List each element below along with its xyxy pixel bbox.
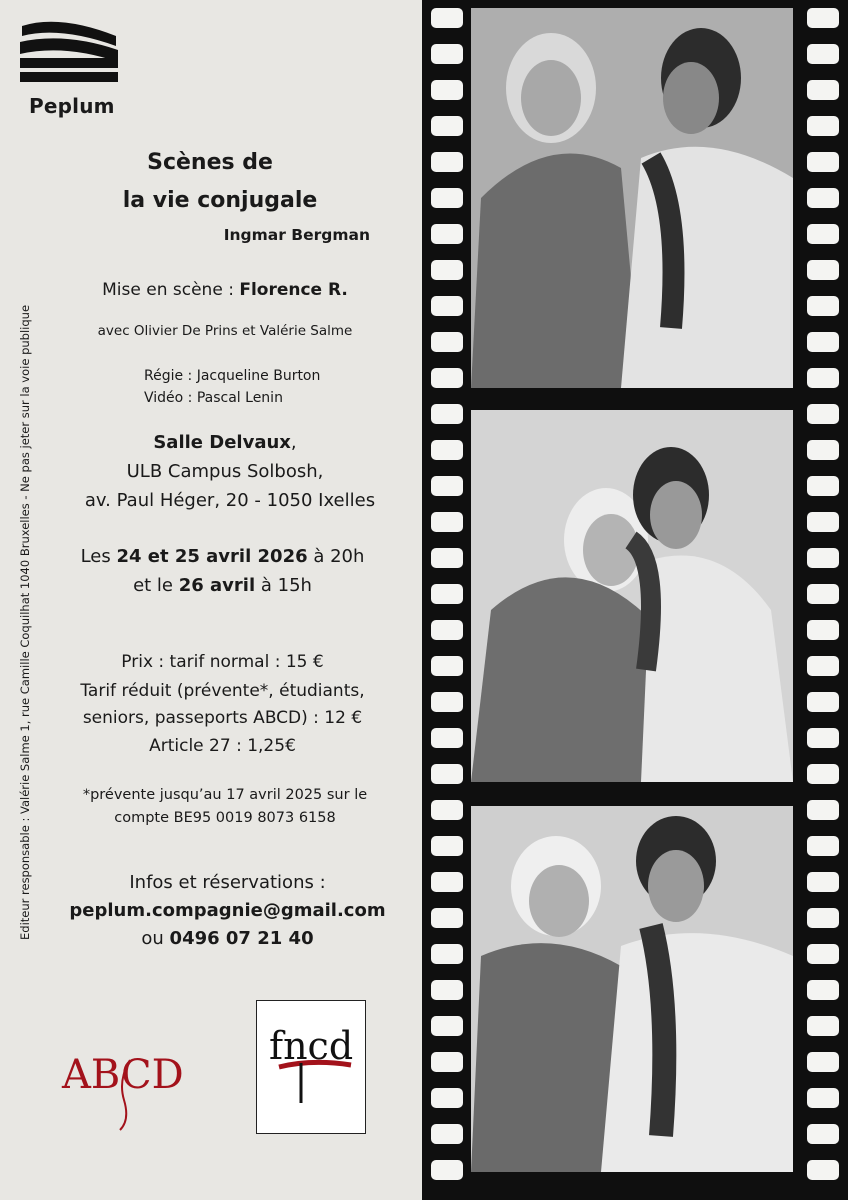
presale-note-line-1: *prévente jusqu’au 17 avril 2025 sur le (82, 787, 368, 803)
film-perforation (431, 1088, 463, 1108)
film-perforation (807, 8, 839, 28)
price-line-2: Tarif réduit (prévente*, étudiants, (80, 681, 365, 701)
film-perforation (431, 764, 463, 784)
film-perforation (431, 188, 463, 208)
photo-frame-2 (471, 410, 793, 782)
film-perforation (807, 1052, 839, 1072)
film-perforation (431, 800, 463, 820)
price-line-1: Prix : tarif normal : 15 € (121, 652, 324, 672)
film-perforation (807, 764, 839, 784)
author: Ingmar Bergman (223, 226, 370, 244)
abcd-logo (60, 1040, 202, 1132)
film-perforation (807, 116, 839, 136)
film-perforation (807, 152, 839, 172)
director-label: Mise en scène : (102, 280, 240, 300)
film-perforation (431, 1160, 463, 1180)
film-perforation (807, 260, 839, 280)
film-perforation (431, 332, 463, 352)
film-perforation (431, 584, 463, 604)
colosseum-logo-icon (20, 20, 118, 86)
film-perforation (431, 80, 463, 100)
film-perforation (431, 404, 463, 424)
film-perforation (431, 512, 463, 532)
film-perforation (807, 872, 839, 892)
dates-1-bold: 24 et 25 avril 2026 (116, 546, 308, 567)
video-line: Vidéo : Pascal Lenin (144, 390, 283, 406)
film-perforation (807, 656, 839, 676)
title-line-2: la vie conjugale (122, 188, 318, 213)
film-perforation (431, 8, 463, 28)
film-perforation (807, 332, 839, 352)
film-perforation (431, 296, 463, 316)
film-perforation (431, 872, 463, 892)
price-line-4: Article 27 : 1,25€ (149, 736, 296, 756)
photo-frame-1 (471, 8, 793, 388)
film-perforation (807, 584, 839, 604)
film-perforation (431, 620, 463, 640)
phone-prefix: ou (141, 928, 170, 949)
venue-address: av. Paul Héger, 20 - 1050 Ixelles (84, 490, 376, 511)
film-perforation (807, 1016, 839, 1036)
film-perforation (807, 476, 839, 496)
dates-2-post: à 15h (255, 575, 312, 596)
contact-phone[interactable]: 0496 07 21 40 (169, 928, 314, 949)
venue-name-line (60, 432, 390, 453)
film-perforation (807, 1160, 839, 1180)
film-perforation (807, 368, 839, 388)
film-perforation (807, 404, 839, 424)
film-perforation (431, 224, 463, 244)
film-perforation (807, 188, 839, 208)
contact-phone-line (40, 928, 415, 949)
film-perforation (807, 836, 839, 856)
fncd-logo-text: fncd (269, 1024, 354, 1068)
film-perforation (431, 728, 463, 748)
film-perforation (807, 80, 839, 100)
dates-1-pre: Les (80, 546, 117, 567)
film-perforation (807, 1088, 839, 1108)
presale-note-line-2: compte BE95 0019 8073 6158 (114, 810, 336, 826)
publisher-notice: Editeur responsable : Valérie Salme 1, rue Camille Coquilhat 1040 Bruxelles - Ne pas jeter sur la voie publique (18, 304, 32, 940)
cast-line: avec Olivier De Prins et Valérie Salme (97, 323, 353, 339)
dates-1-post: à 20h (307, 546, 365, 567)
film-perforation (431, 836, 463, 856)
dates-line-1 (40, 546, 405, 567)
film-perforation (807, 548, 839, 568)
film-perforation (807, 224, 839, 244)
film-perforation (431, 476, 463, 496)
film-perforation (431, 944, 463, 964)
film-perforation (431, 44, 463, 64)
abcd-logo-text: ABCD (62, 1052, 184, 1098)
film-perforation (431, 116, 463, 136)
fncd-logo (256, 1000, 366, 1134)
film-perforation (807, 440, 839, 460)
film-perforation (807, 296, 839, 316)
film-perforation (431, 1052, 463, 1072)
info-heading: Infos et réservations : (129, 872, 326, 893)
film-perforation (807, 692, 839, 712)
film-perforation (431, 152, 463, 172)
film-perforation (807, 44, 839, 64)
film-perforation (431, 656, 463, 676)
venue-campus: ULB Campus Solbosh, (126, 461, 324, 482)
dates-2-bold: 26 avril (178, 575, 256, 596)
film-perforation (431, 1016, 463, 1036)
film-perforation (431, 260, 463, 280)
couple-photo-3 (471, 806, 793, 1172)
dates-2-pre: et le (133, 575, 179, 596)
film-perforation (431, 368, 463, 388)
couple-photo-1 (471, 8, 793, 388)
photo-frame-3 (471, 806, 793, 1172)
film-perforation (807, 908, 839, 928)
logo-name: Peplum (29, 94, 115, 118)
title-line-1: Scènes de (147, 150, 273, 175)
director-line (60, 280, 390, 300)
film-perforation (807, 800, 839, 820)
film-perforation (807, 728, 839, 748)
fncd-logo-mark (257, 1001, 365, 1133)
film-perforation (807, 512, 839, 532)
film-perforation (431, 548, 463, 568)
film-perforation (431, 1124, 463, 1144)
film-perforation (431, 980, 463, 1000)
venue-name: Salle Delvaux (153, 432, 291, 453)
film-perforation (431, 440, 463, 460)
couple-photo-2 (471, 410, 793, 782)
director-name: Florence R. (239, 280, 348, 300)
price-line-3: seniors, passeports ABCD) : 12 € (82, 708, 363, 728)
film-perforation (807, 944, 839, 964)
film-perforation (431, 908, 463, 928)
film-perforation (431, 692, 463, 712)
contact-email[interactable]: peplum.compagnie@gmail.com (69, 900, 386, 921)
film-perforation (807, 980, 839, 1000)
regie-line: Régie : Jacqueline Burton (144, 368, 321, 384)
venue-name-suffix: , (290, 432, 297, 453)
film-perforation (807, 620, 839, 640)
film-perforation (807, 1124, 839, 1144)
dates-line-2 (40, 575, 405, 596)
